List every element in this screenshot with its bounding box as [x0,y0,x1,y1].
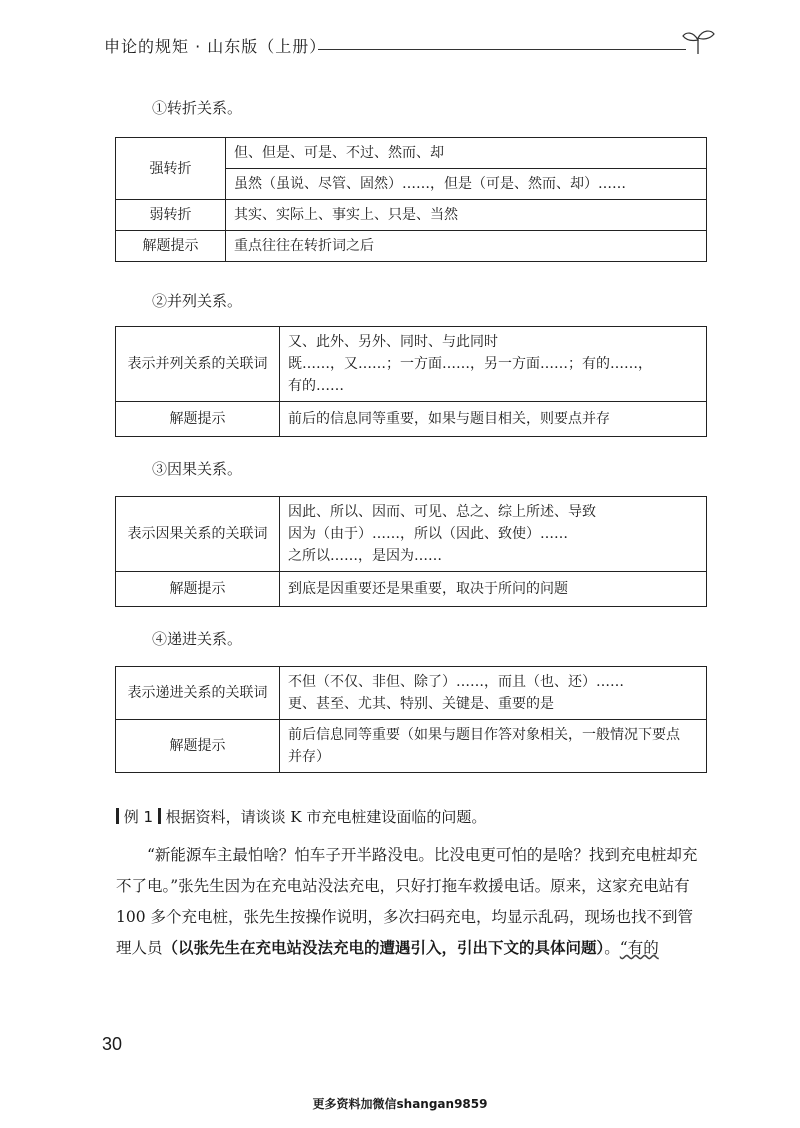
row-content [280,667,707,720]
row-label: 解题提示 [116,720,280,773]
table-row [116,667,707,720]
content-line: 更、甚至、尤其、特别、关键是、重要的是 [288,696,554,712]
table-row [116,402,707,437]
row-label: 表示因果关系的关联词 [116,497,280,572]
table-row [116,200,707,231]
footer-note: 更多资料加微信shangan9859 [312,1097,488,1111]
example-tag: 例 1 [123,808,154,826]
row-content: 但、但是、可是、不过、然而、却 [226,138,707,169]
page-number: 30 [102,1034,123,1054]
content-line: 不但（不仅、非但、除了）……，而且（也、还）…… [288,674,624,690]
row-label: 强转折 [116,138,226,200]
table-row [116,231,707,262]
body-paragraph [116,840,706,964]
row-content: 到底是因重要还是果重要，取决于所问的问题 [280,572,707,607]
row-content [280,720,707,773]
table-row [116,572,707,607]
table-row [116,327,707,402]
section-heading-dijin: ④递进关系。 [152,630,243,648]
content-line: 之所以……，是因为…… [288,548,442,564]
row-content [280,497,707,572]
binglie-table [115,326,707,437]
content-line: 前后信息同等重要（如果与题目作答对象相关，一般情况下要点 [288,727,680,743]
content-line: 并存） [288,749,330,765]
tag-bar-left [116,808,119,824]
table-row [116,497,707,572]
row-content: 虽然（虽说、尽管、固然）……，但是（可是、然而、却）…… [226,169,707,200]
row-label: 弱转折 [116,200,226,231]
row-label: 表示并列关系的关联词 [116,327,280,402]
body-end-punct: 。 [604,939,620,957]
body-tail: “有的 [619,939,659,957]
body-highlight: （以张先生在充电站没法充电的遭遇引入，引出下文的具体问题） [162,939,605,957]
table-row [116,138,707,169]
row-content: 其实、实际上、事实上、只是、当然 [226,200,707,231]
header-rule [318,49,686,50]
row-label: 解题提示 [116,231,226,262]
content-line: 既……，又……；一方面……，另一方面……；有的……， [288,356,652,372]
content-line: 因为（由于）……，所以（因此、致使）…… [288,526,568,542]
running-header-title: 申论的规矩 · 山东版（上册） [104,37,327,56]
row-content: 前后的信息同等重要，如果与题目相关，则要点并存 [280,402,707,437]
row-label: 表示递进关系的关联词 [116,667,280,720]
table-row [116,720,707,773]
section-heading-binglie: ②并列关系。 [152,292,243,310]
content-line: 因此、所以、因而、可见、总之、综上所述、导致 [288,504,596,520]
row-content: 重点往往在转折词之后 [226,231,707,262]
row-label: 解题提示 [116,572,280,607]
dijin-table [115,666,707,773]
sprout-icon [680,28,716,54]
section-heading-yinguo: ③因果关系。 [152,460,243,478]
zhuanzhe-table [115,137,707,262]
example-question [116,806,486,827]
yinguo-table [115,496,707,607]
row-content [280,327,707,402]
tag-bar-right [158,808,161,824]
row-label: 解题提示 [116,402,280,437]
example-question-text: 根据资料，请谈谈 K 市充电桩建设面临的问题。 [165,808,487,826]
content-line: 有的…… [288,378,344,394]
content-line: 又、此外、另外、同时、与此同时 [288,334,498,350]
section-heading-zhuanzhe: ①转折关系。 [152,99,243,117]
body-text: “新能源车主最怕啥？怕车子开半路没电。比没电更可怕的是啥？找到充电桩却充不了电。”张先生因为在充电站没法充电，只好打拖车救援电话。原来，这家充电站有 100 多个充电桩，张先生按操作说明，多次扫码充电，均显示乱码，现场也找不到管理人员 [116,846,698,957]
